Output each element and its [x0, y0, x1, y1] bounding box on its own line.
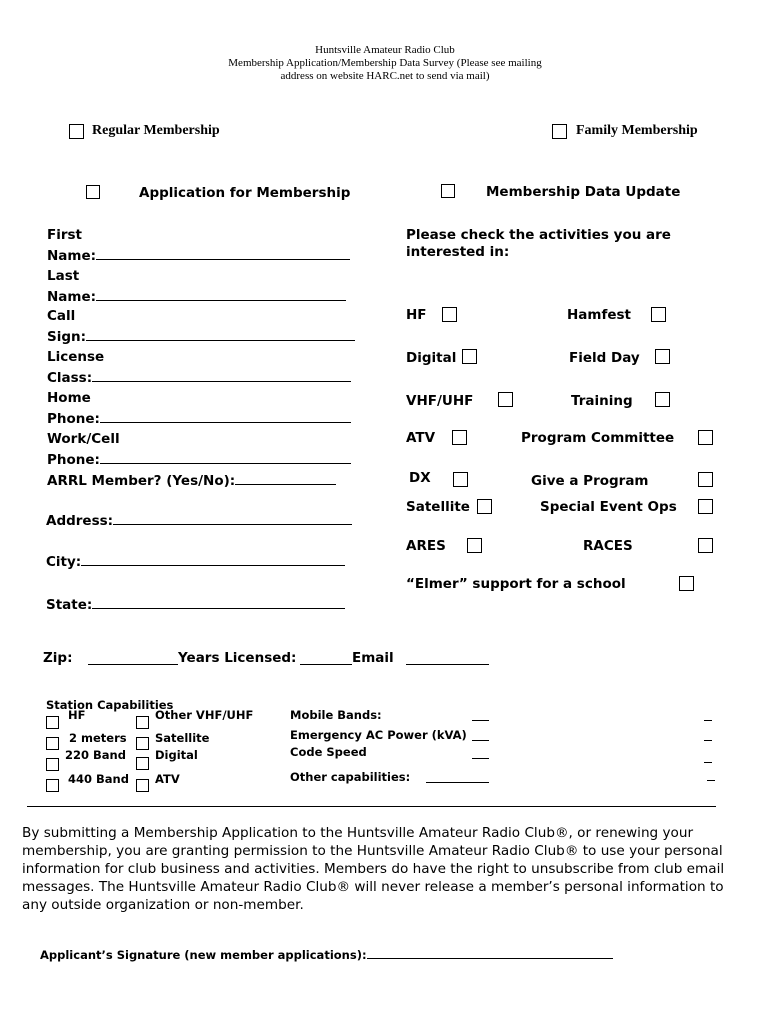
other-capabilities-field-end	[707, 780, 715, 781]
activity-vhf-uhf-label: VHF/UHF	[406, 393, 474, 409]
form-title-line1: Huntsville Amateur Radio Club	[315, 44, 455, 56]
first-label: First	[47, 227, 82, 243]
form-title-line3: address on website HARC.net to send via mail)	[280, 70, 490, 82]
station-hf-checkbox[interactable]	[46, 716, 59, 729]
station-2m-label: 2 meters	[69, 731, 127, 745]
city-label: City:	[46, 554, 82, 570]
emergency-ac-field-end	[704, 740, 712, 741]
activity-training-checkbox[interactable]	[655, 392, 670, 407]
form-title-line2: Membership Application/Membership Data Survey (Please see mailing	[228, 57, 542, 69]
update-label: Membership Data Update	[486, 184, 681, 200]
activity-satellite-checkbox[interactable]	[477, 499, 492, 514]
activity-atv-checkbox[interactable]	[452, 430, 467, 445]
regular-membership-label: Regular Membership	[92, 123, 220, 138]
code-speed-field[interactable]	[472, 758, 489, 759]
zip-field[interactable]	[88, 650, 178, 665]
email-label: Email	[352, 650, 394, 666]
station-digital-label: Digital	[155, 748, 198, 762]
activity-races-label: RACES	[583, 538, 633, 554]
station-atv-checkbox[interactable]	[136, 779, 149, 792]
activity-hamfest-checkbox[interactable]	[651, 307, 666, 322]
state-field[interactable]	[92, 596, 345, 609]
home-phone-field[interactable]	[100, 410, 351, 423]
signature-label: Applicant’s Signature (new member applications):	[40, 948, 367, 962]
last-name-label: Name:	[47, 289, 97, 305]
home-phone-label: Phone:	[47, 411, 100, 427]
mobile-bands-label: Mobile Bands:	[290, 708, 382, 722]
mobile-bands-field[interactable]	[472, 720, 489, 721]
activity-give-program-label: Give a Program	[531, 473, 649, 489]
mobile-bands-field-end	[704, 720, 712, 721]
city-field[interactable]	[81, 553, 345, 566]
station-other-vhf-label: Other VHF/UHF	[155, 708, 254, 722]
activity-program-committee-label: Program Committee	[521, 430, 675, 446]
activity-digital-label: Digital	[406, 350, 457, 366]
station-440-label: 440 Band	[68, 772, 129, 786]
years-licensed-field[interactable]	[300, 650, 352, 665]
activity-field-day-checkbox[interactable]	[655, 349, 670, 364]
home-label: Home	[47, 390, 91, 406]
last-label: Last	[47, 268, 80, 284]
activity-vhf-uhf-checkbox[interactable]	[498, 392, 513, 407]
station-capabilities-title: Station Capabilities	[46, 698, 174, 712]
activity-ares-label: ARES	[406, 538, 446, 554]
zip-label: Zip:	[43, 650, 73, 666]
update-checkbox[interactable]	[441, 184, 455, 198]
call-label: Call	[47, 308, 76, 324]
activity-elmer-label: “Elmer” support for a school	[406, 576, 626, 592]
station-2m-checkbox[interactable]	[46, 737, 59, 750]
station-220-label: 220 Band	[65, 748, 126, 762]
activity-satellite-label: Satellite	[406, 499, 470, 515]
regular-membership-checkbox[interactable]	[69, 124, 84, 139]
family-membership-checkbox[interactable]	[552, 124, 567, 139]
activity-digital-checkbox[interactable]	[462, 349, 477, 364]
activities-prompt-line2: interested in:	[406, 244, 510, 260]
activity-training-label: Training	[571, 393, 633, 409]
activity-elmer-checkbox[interactable]	[679, 576, 694, 591]
station-digital-checkbox[interactable]	[136, 757, 149, 770]
activity-atv-label: ATV	[406, 430, 436, 446]
license-class-label: Class:	[47, 370, 93, 386]
call-sign-label: Sign:	[47, 329, 87, 345]
address-label: Address:	[46, 513, 114, 529]
work-label: Work/Cell	[47, 431, 120, 447]
consent-paragraph: By submitting a Membership Application to the Huntsville Amateur Radio Club®, or renewing your membership, you are granting permission to the Huntsville Amateur Radio Club® to use your personal information for club business and activities. Members do have the right to unsubscribe from club email messages. The Huntsville Amateur Radio Club® will never release a member’s personal information to any outside organization or non-member.	[22, 825, 725, 913]
last-name-field[interactable]	[96, 288, 346, 301]
station-hf-label: HF	[68, 708, 86, 722]
first-name-field[interactable]	[96, 247, 350, 260]
code-speed-label: Code Speed	[290, 745, 367, 759]
activity-dx-label: DX	[409, 470, 431, 486]
station-satellite-checkbox[interactable]	[136, 737, 149, 750]
station-220-checkbox[interactable]	[46, 758, 59, 771]
arrl-field[interactable]	[235, 472, 336, 485]
years-licensed-label: Years Licensed:	[178, 650, 297, 666]
arrl-label: ARRL Member? (Yes/No):	[47, 473, 236, 489]
station-atv-label: ATV	[155, 772, 180, 786]
work-phone-label: Phone:	[47, 452, 100, 468]
call-sign-field[interactable]	[86, 328, 355, 341]
emergency-ac-field[interactable]	[472, 740, 489, 741]
signature-field[interactable]	[367, 947, 613, 959]
activity-special-event-label: Special Event Ops	[540, 499, 677, 515]
station-satellite-label: Satellite	[155, 731, 210, 745]
activity-hamfest-label: Hamfest	[567, 307, 631, 323]
other-capabilities-field[interactable]	[426, 782, 489, 783]
station-other-vhf-checkbox[interactable]	[136, 716, 149, 729]
first-name-label: Name:	[47, 248, 97, 264]
address-field[interactable]	[113, 512, 352, 525]
activity-hf-checkbox[interactable]	[442, 307, 457, 322]
other-capabilities-label: Other capabilities:	[290, 770, 411, 784]
activity-field-day-label: Field Day	[569, 350, 640, 366]
license-class-field[interactable]	[92, 369, 351, 382]
activities-prompt-line1: Please check the activities you are	[406, 227, 671, 243]
activity-special-event-checkbox[interactable]	[698, 499, 713, 514]
activity-hf-label: HF	[406, 307, 427, 323]
emergency-ac-label: Emergency AC Power (kVA)	[290, 728, 467, 742]
activity-ares-checkbox[interactable]	[467, 538, 482, 553]
license-label: License	[47, 349, 105, 365]
work-phone-field[interactable]	[100, 451, 351, 464]
activity-dx-checkbox[interactable]	[453, 472, 468, 487]
family-membership-label: Family Membership	[576, 123, 698, 138]
activity-program-committee-checkbox[interactable]	[698, 430, 713, 445]
section-divider	[27, 806, 716, 807]
code-speed-field-end	[704, 762, 712, 763]
station-440-checkbox[interactable]	[46, 779, 59, 792]
activity-give-program-checkbox[interactable]	[698, 472, 713, 487]
email-field[interactable]	[406, 650, 489, 665]
state-label: State:	[46, 597, 93, 613]
application-checkbox[interactable]	[86, 185, 100, 199]
activity-races-checkbox[interactable]	[698, 538, 713, 553]
application-label: Application for Membership	[139, 185, 351, 201]
